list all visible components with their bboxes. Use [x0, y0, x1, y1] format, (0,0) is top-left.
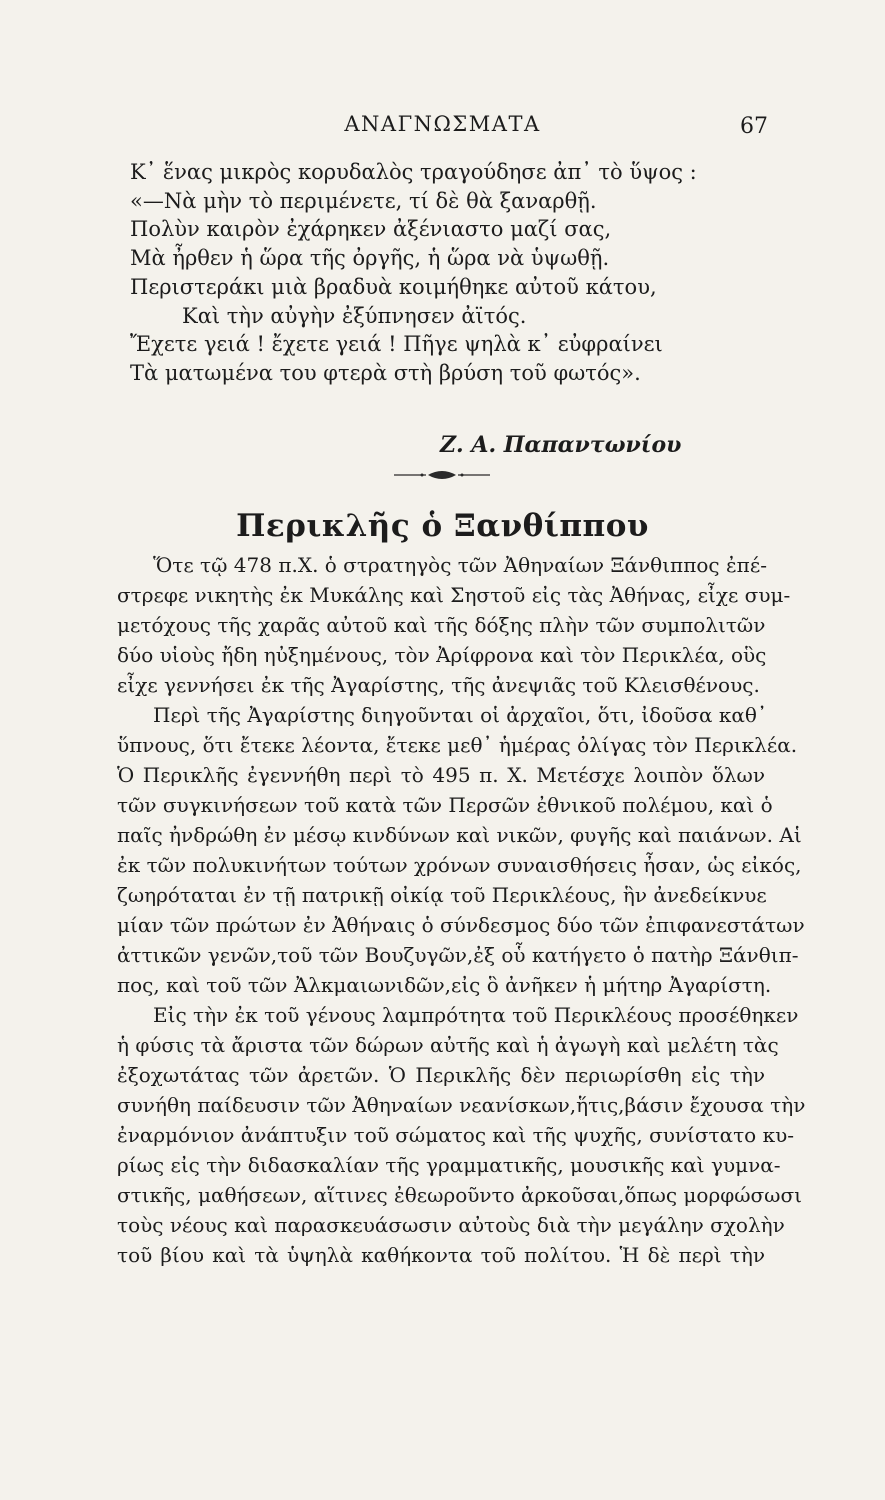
text-line: τῶν συγκινήσεων τοῦ κατὰ τῶν Περσῶν ἐθνικοῦ πολέμου, καὶ ὁ: [117, 793, 773, 817]
poem-line: Τὰ ματωμένα του φτερὰ στὴ βρύση τοῦ φωτός».: [130, 360, 641, 385]
text-line: πος, καὶ τοῦ τῶν Ἀλκμαιωνιδῶν,εἰς ὃ ἀνῆκεν ἡ μήτηρ Ἀγαρίστη.: [117, 973, 772, 997]
section-title: Περικλῆς ὁ Ξανθίππου: [236, 508, 649, 544]
poem-line: Πολὺν καιρὸν ἐχάρηκεν ἀξένιαστο μαζί σας,: [130, 217, 612, 242]
text-line: Περὶ τῆς Ἀγαρίστης διηγοῦνται οἱ ἀρχαῖοι, ὅτι, ἰδοῦσα καθ᾿: [153, 703, 767, 727]
text-line: τοῦ βίου καὶ τὰ ὑψηλὰ καθήκοντα τοῦ πολίτου. Ἡ δὲ περὶ τὴν: [117, 1243, 765, 1267]
text-line: στρεφε νικητὴς ἐκ Μυκάλης καὶ Σηστοῦ εἰς τὰς Ἀθήνας, εἶχε συμ-: [117, 583, 791, 607]
text-line: ἐξοχωτάτας τῶν ἀρετῶν. Ὁ Περικλῆς δὲν περιωρίσθη εἰς τὴν: [117, 1063, 765, 1087]
text-line: ζωηρόταται ἐν τῇ πατρικῇ οἰκίᾳ τοῦ Περικλέους, ἣν ἀνεδείκνυε: [117, 883, 767, 907]
poem-line: Καὶ τὴν αὐγὴν ἐξύπνησεν ἀϊτός.: [182, 303, 527, 328]
poem-line: Περιστεράκι μιὰ βραδυὰ κοιμήθηκε αὐτοῦ κάτου,: [130, 274, 657, 299]
poem-line: Ἔχετε γειά ! ἔχετε γειά ! Πῆγε ψηλὰ κ᾿ εὐφραίνει: [130, 332, 663, 357]
text-line: μίαν τῶν πρώτων ἐν Ἀθήναις ὁ σύνδεσμος δύο τῶν ἐπιφανεστάτων: [117, 913, 805, 937]
text-line: ἐκ τῶν πολυκινήτων τούτων χρόνων συναισθήσεις ἦσαν, ὡς εἰκός,: [117, 853, 802, 877]
poem-line: Κ᾿ ἕνας μικρὸς κορυδαλὸς τραγούδησε ἀπ᾿ τὸ ὕψος :: [130, 160, 697, 184]
poem-line: Μὰ ἦρθεν ἡ ὥρα τῆς ὀργῆς, ἡ ὥρα νὰ ὑψωθῇ.: [130, 246, 610, 271]
text-line: Ὅτε τῷ 478 π.Χ. ὁ στρατηγὸς τῶν Ἀθηναίων Ξάνθιππος ἐπέ-: [153, 553, 767, 577]
page-number: 67: [740, 114, 768, 139]
text-line: τοὺς νέους καὶ παρασκευάσωσιν αὐτοὺς διὰ τὴν μεγάλην σχολὴν: [117, 1213, 785, 1237]
text-line: εἶχε γεννήσει ἐκ τῆς Ἀγαρίστης, τῆς ἀνεψιᾶς τοῦ Κλεισθένους.: [117, 673, 760, 697]
text-line: Εἰς τὴν ἐκ τοῦ γένους λαμπρότητα τοῦ Περικλέους προσέθηκεν: [153, 1003, 799, 1027]
body-text: [117, 550, 806, 1270]
running-head: ΑΝΑΓΝΩΣΜΑΤΑ: [344, 112, 541, 136]
ornament-divider: [392, 466, 492, 484]
text-line: παῖς ἠνδρώθη ἐν μέσῳ κινδύνων καὶ νικῶν, φυγῆς καὶ παιάνων. Αἱ: [117, 823, 802, 847]
text-line: συνήθη παίδευσιν τῶν Ἀθηναίων νεανίσκων,ἥτις,βάσιν ἔχουσα τὴν: [117, 1093, 806, 1117]
text-line: ρίως εἰς τὴν διδασκαλίαν τῆς γραμματικῆς, μουσικῆς καὶ γυμνα-: [117, 1153, 781, 1177]
text-line: στικῆς, μαθήσεων, αἵτινες ἐθεωροῦντο ἀρκοῦσαι,ὅπως μορφώσωσι: [117, 1183, 802, 1207]
text-line: ἡ φύσις τὰ ἄριστα τῶν δώρων αὐτῆς καὶ ἡ ἀγωγὴ καὶ μελέτη τὰς: [117, 1033, 779, 1057]
text-line: δύο υἱοὺς ἤδη ηὐξημένους, τὸν Ἀρίφρονα καὶ τὸν Περικλέα, οὓς: [117, 643, 767, 667]
poem-signature: Ζ. Α. Παπαντωνίου: [440, 432, 682, 458]
text-line: Ὁ Περικλῆς ἐγεννήθη περὶ τὸ 495 π. Χ. Μετέσχε λοιπὸν ὅλων: [117, 763, 765, 787]
text-line: ἀττικῶν γενῶν,τοῦ τῶν Βουζυγῶν,ἐξ οὗ κατήγετο ὁ πατὴρ Ξάνθιπ-: [117, 943, 799, 967]
poem-line: «—Νὰ μὴν τὸ περιμένετε, τί δὲ θὰ ξαναρθῇ.: [130, 188, 597, 213]
poem: [130, 158, 790, 388]
text-line: ὕπνους, ὅτι ἔτεκε λέοντα, ἔτεκε μεθ᾿ ἡμέρας ὀλίγας τὸν Περικλέα.: [117, 733, 798, 757]
text-line: μετόχους τῆς χαρᾶς αὐτοῦ καὶ τῆς δόξης πλὴν τῶν συμπολιτῶν: [117, 613, 766, 637]
text-line: ἐναρμόνιον ἀνάπτυξιν τοῦ σώματος καὶ τῆς ψυχῆς, συνίστατο κυ-: [117, 1123, 794, 1147]
